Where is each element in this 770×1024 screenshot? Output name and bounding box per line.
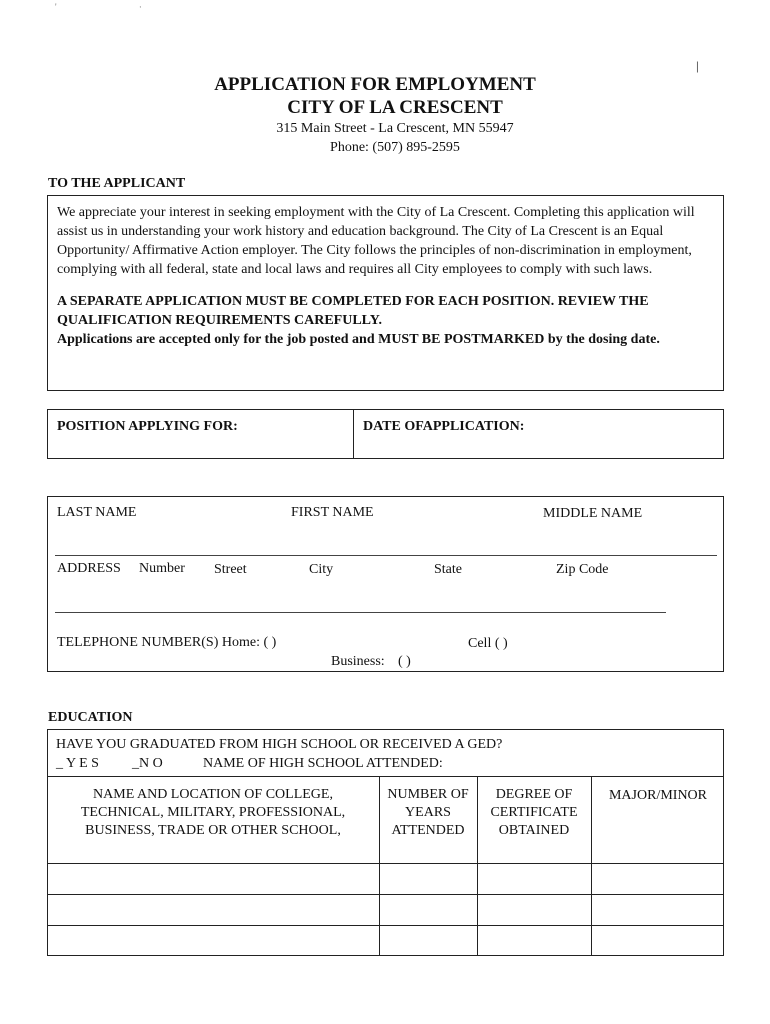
cell-label: Cell ( )	[468, 636, 508, 651]
graduation-question: HAVE YOU GRADUATED FROM HIGH SCHOOL OR RECEIVED A GED?	[56, 737, 503, 752]
school-cell-row-3[interactable]	[48, 926, 379, 955]
last-name-label: LAST NAME	[57, 505, 137, 520]
degree-column-header: DEGREE OF CERTIFICATE OBTAINED	[490, 787, 578, 838]
state-label: State	[434, 562, 462, 577]
education-box	[47, 729, 724, 956]
business-label: Business:	[331, 654, 385, 669]
graduation-yes-option[interactable]: _ Y E S	[56, 756, 99, 771]
personal-info-box	[47, 496, 724, 672]
address-entry-line[interactable]	[55, 612, 666, 613]
separate-application-notice: A SEPARATE APPLICATION MUST BE COMPLETED FOR EACH POSITION. REVIEW THE QUALIFICATION REQUIREMENTS CAREFULLY.	[57, 294, 649, 328]
address-label: ADDRESS	[57, 561, 121, 576]
date-field[interactable]	[354, 410, 533, 458]
school-name-column-header: NAME AND LOCATION OF COLLEGE, TECHNICAL, MILITARY, PROFESSIONAL, BUSINESS, TRADE OR OTHER SCHOOL,	[80, 787, 346, 838]
middle-name-label: MIDDLE NAME	[543, 506, 643, 521]
telephone-label: TELEPHONE NUMBER(S) Home: ( )	[57, 635, 277, 650]
position-field[interactable]	[48, 410, 354, 458]
city-phone: Phone: (507) 895-2595	[330, 140, 460, 155]
school-cell-row-2[interactable]	[48, 895, 379, 925]
business-phone-field[interactable]: ( )	[398, 654, 411, 669]
city-name: CITY OF LA CRESCENT	[287, 97, 503, 118]
position-label: POSITION APPLYING FOR:	[57, 419, 238, 434]
scan-corner-marks: ' ·	[55, 2, 182, 12]
col-divider-3	[591, 776, 592, 955]
education-heading: EDUCATION	[48, 710, 133, 725]
intro-paragraph: We appreciate your interest in seeking employment with the City of La Crescent. Completing this application will assist us in understanding your work history and education background. The City of La Crescent is an Equal Opportunity/ Affirmative Action employer. The City follows the principles of non-discrimination in employment, complying with all federal, state and local laws and requires all City employees to comply with such laws.	[57, 205, 695, 277]
first-name-label: FIRST NAME	[291, 505, 374, 520]
postmark-notice: Applications are accepted only for the job posted and MUST BE POSTMARKED by the dosing date.	[57, 332, 660, 347]
page-tick-mark: |	[696, 58, 699, 73]
years-attended-column-header: NUMBER OF YEARS ATTENDED	[387, 787, 469, 838]
applicant-notice-box	[47, 195, 724, 391]
street-label: Street	[214, 562, 247, 577]
city-label: City	[309, 562, 334, 577]
zip-code-label: Zip Code	[556, 562, 609, 577]
city-address: 315 Main Street - La Crescent, MN 55947	[276, 121, 514, 136]
form-title: APPLICATION FOR EMPLOYMENT	[214, 74, 536, 95]
school-cell-row-1[interactable]	[48, 864, 379, 894]
name-entry-line[interactable]	[55, 555, 717, 556]
graduation-no-option[interactable]: _N O	[132, 756, 163, 771]
major-minor-column-header: MAJOR/MINOR	[608, 788, 707, 803]
date-label: DATE OFAPPLICATION:	[363, 419, 525, 434]
applicant-heading: TO THE APPLICANT	[48, 176, 186, 191]
col-divider-2	[477, 776, 478, 955]
table-top-rule	[48, 776, 723, 777]
number-label: Number	[139, 561, 185, 576]
position-date-box	[47, 409, 724, 459]
col-divider-1	[379, 776, 380, 955]
high-school-name-label: NAME OF HIGH SCHOOL ATTENDED:	[203, 756, 443, 771]
